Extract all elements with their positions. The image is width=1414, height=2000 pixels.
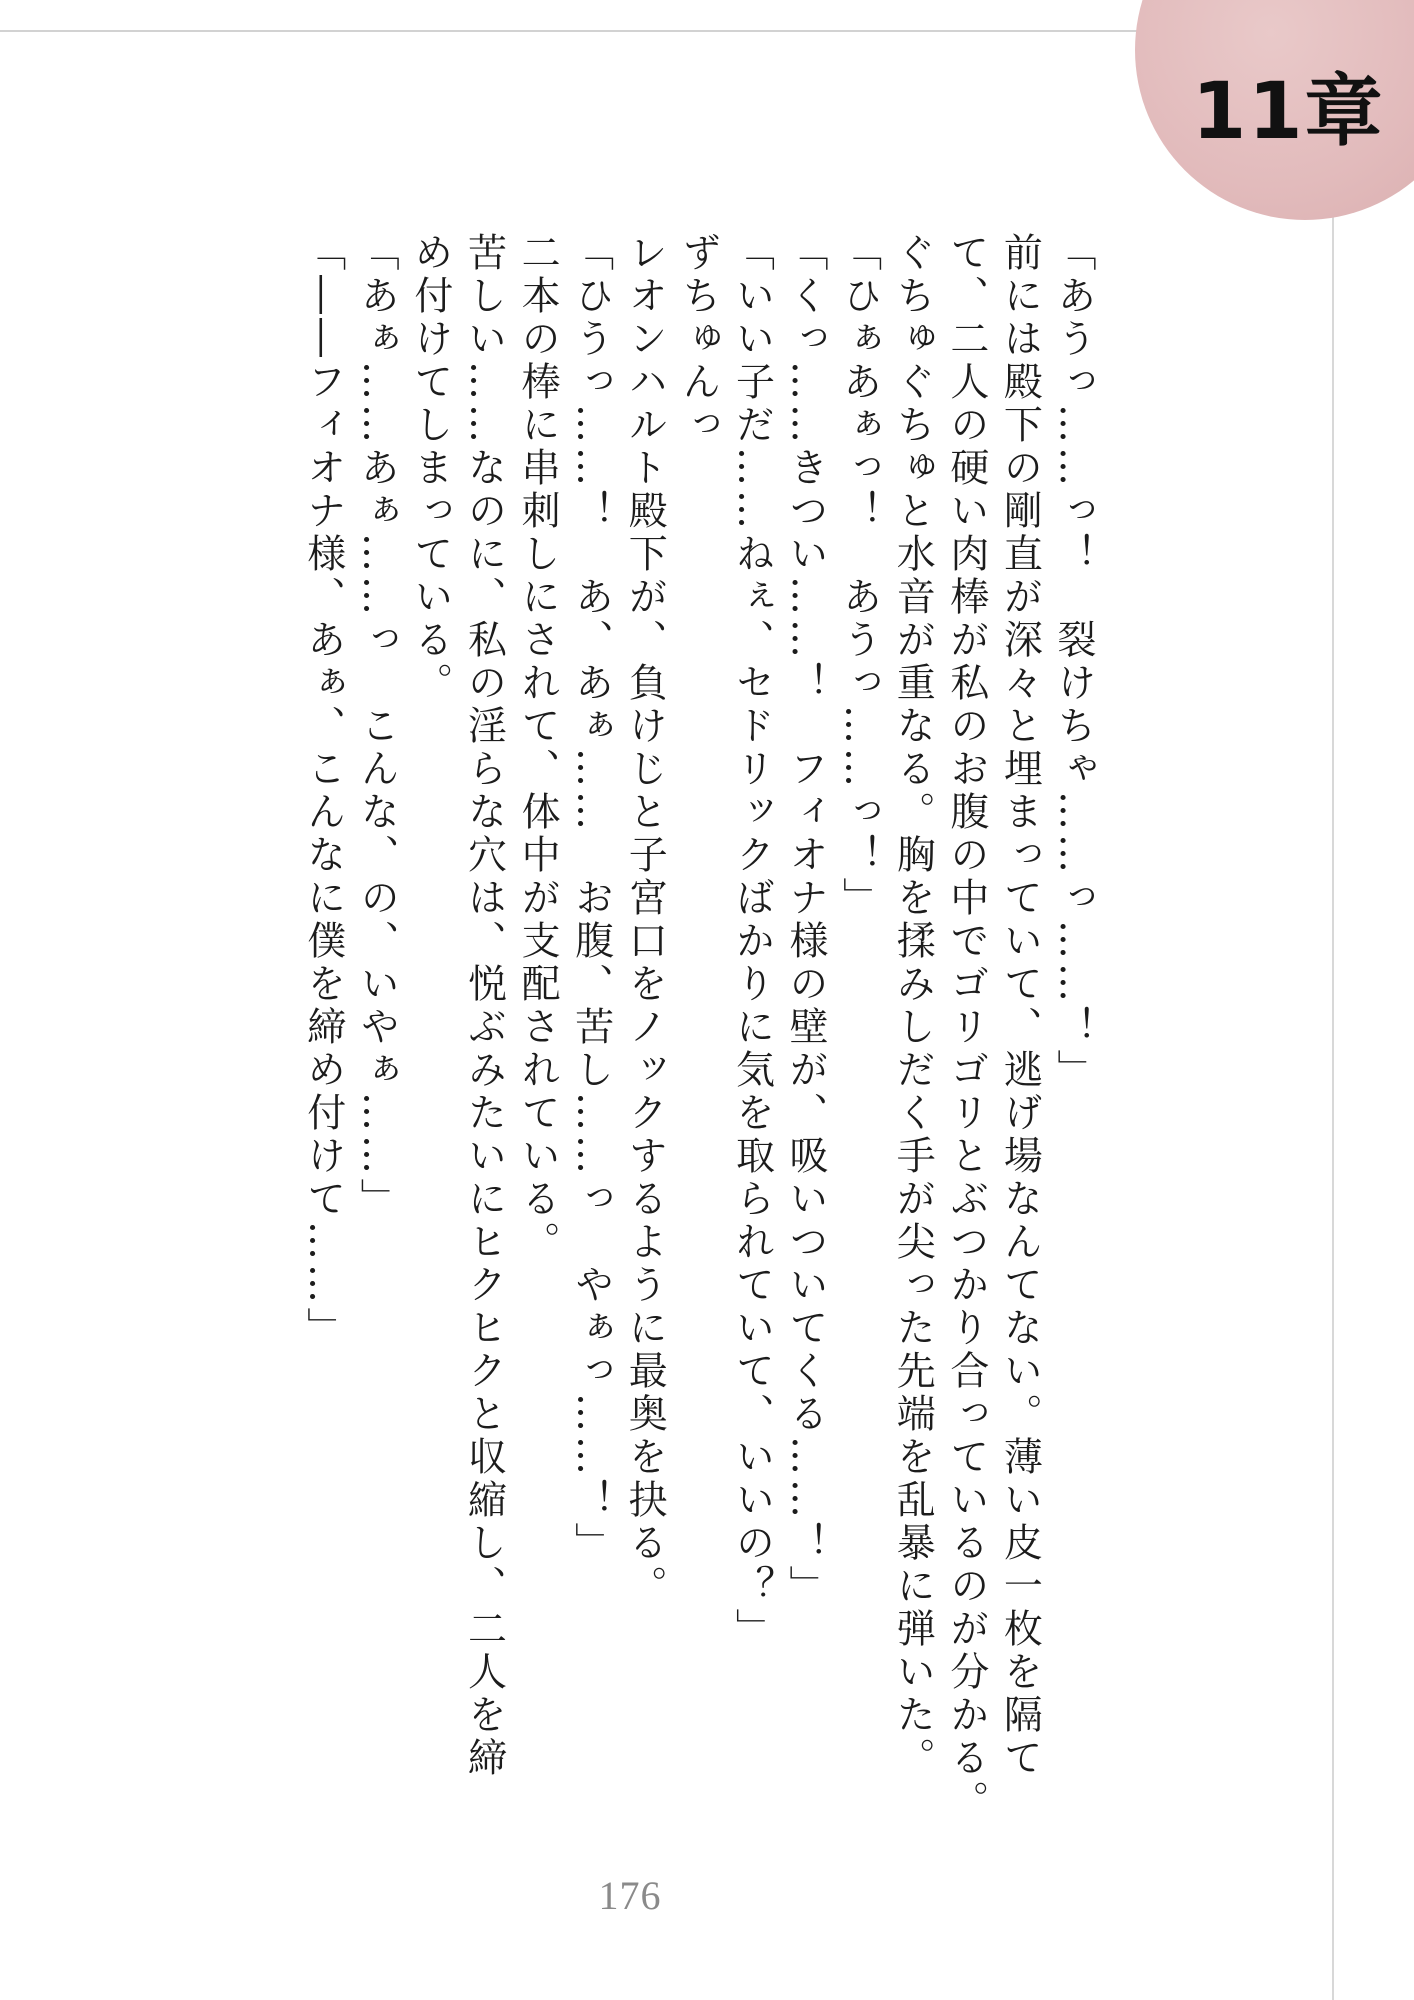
chapter-label: 11章 — [1192, 67, 1385, 157]
text-line: て、二人の硬い肉棒が私のお腹の中でゴリゴリとぶつかり合っているのが分かる。 — [943, 232, 989, 1823]
page-number: 176 — [598, 1873, 662, 1918]
text-line: 苦しい……なのに、私の淫らな穴は、悦ぶみたいにヒクヒクと収縮し、二人を締 — [461, 232, 507, 1780]
vertical-body-text — [180, 232, 1100, 1832]
text-line: 「くっ……きつい……！ フィオナ様の壁が、吸いついてくる……！」 — [783, 232, 829, 1608]
text-line: レオンハルト殿下が、負けじと子宮口をノックするように最奥を抉る。 — [622, 232, 668, 1608]
text-line: 「ひぁあぁっ！ あうっ……っ！」 — [836, 232, 882, 920]
text-line: め付けてしまっている。 — [407, 232, 453, 705]
right-margin-divider — [1332, 215, 1334, 2000]
text-line: ずちゅんっ — [675, 232, 721, 447]
text-line: 二本の棒に串刺しにされて、体中が支配されている。 — [515, 232, 561, 1264]
text-line: 「あぁ……あぁ……っ こんな、の、いやぁ……」 — [354, 232, 400, 1221]
text-line: 「――フィオナ様、あぁ、こんなに僕を締め付けて……」 — [300, 232, 346, 1350]
text-line: 前には殿下の剛直が深々と埋まっていて、逃げ場なんてない。薄い皮一枚を隔て — [997, 232, 1043, 1780]
text-line: 「いい子だ……ねぇ、セドリックばかりに気を取られていて、いいの？」 — [729, 232, 775, 1651]
text-line: 「ひうっ……！ あ、あぁ…… お腹、苦し……っ やぁっ……！」 — [568, 232, 614, 1565]
text-line: ぐちゅぐちゅと水音が重なる。胸を揉みしだく手が尖った先端を乱暴に弾いた。 — [890, 232, 936, 1780]
text-line: 「あうっ……っ！ 裂けちゃ……っ……！」 — [1051, 232, 1096, 1092]
top-divider — [0, 30, 1140, 32]
